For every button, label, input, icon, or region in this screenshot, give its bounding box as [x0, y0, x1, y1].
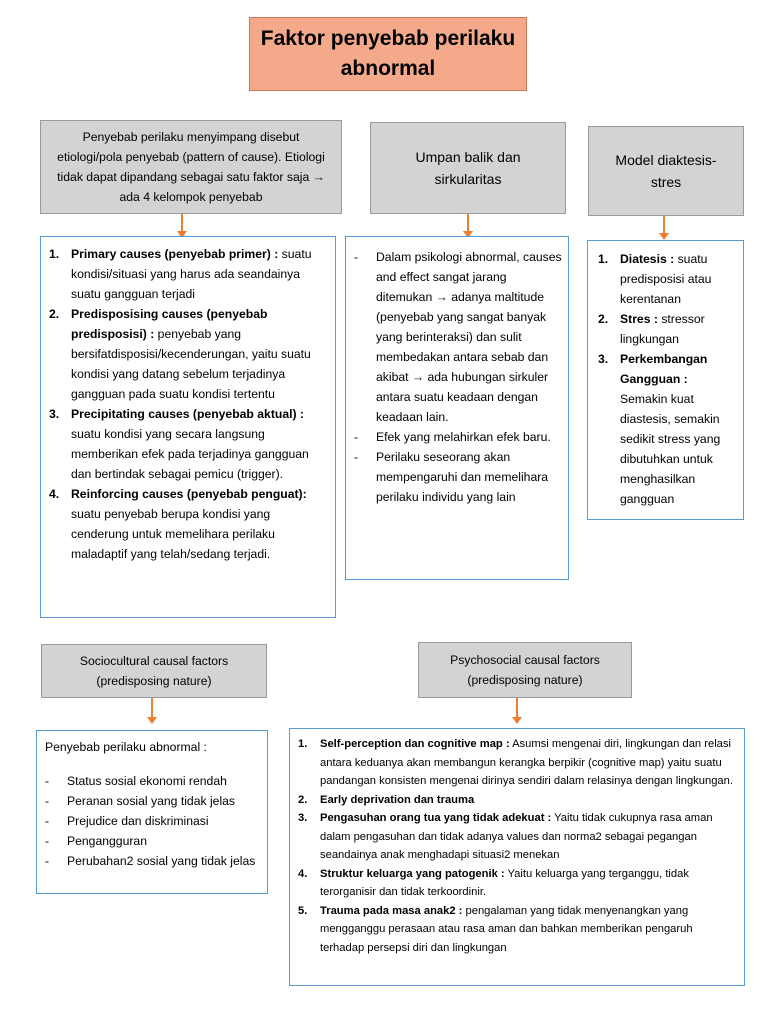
diagram-title: Faktor penyebab perilaku abnormal: [249, 17, 527, 91]
diathesis-header-text: Model diaktesis-stres: [615, 152, 717, 190]
etiology-arrow: [181, 214, 183, 232]
feedback-item: - Efek yang melahirkan efek baru.: [354, 427, 562, 447]
sociocultural-item: - Peranan sosial yang tidak jelas: [45, 791, 259, 811]
diathesis-box: [587, 240, 744, 520]
psychosocial-arrow: [516, 698, 518, 718]
sociocultural-header: [41, 644, 267, 698]
etiology-box: [40, 236, 336, 618]
etiology-item: Primary causes (penyebab primer) : suatu kondisi/situasi yang harus ada seandainya suatu gangguan terjadi: [71, 247, 312, 301]
diathesis-item: Stres : stressor lingkungan: [620, 312, 705, 346]
psychosocial-item: Self-perception dan cognitive map : Asumsi mengenai diri, lingkungan dan relasi antara keduanya akan membangun kerangka berpikir (cognitive map) yaitu suatu pandangan konsisten mengenai dirinya sendiri dalam relasinya dengan lingkungan.: [320, 738, 733, 787]
diathesis-header: [588, 126, 744, 216]
psychosocial-box: [289, 728, 745, 986]
etiology-header: [40, 120, 342, 214]
sociocultural-item: - Perubahan2 sosial yang tidak jelas: [45, 851, 259, 871]
diathesis-item: Diatesis : suatu predisposisi atau kerentanan: [620, 252, 712, 306]
psychosocial-item: Trauma pada masa anak2 : pengalaman yang tidak menyenangkan yang mengganggu perasaan atau rasa aman dan bahkan memberikan pengaruh terhadap persepsi diri dan lingkungan: [320, 904, 693, 954]
sociocultural-box: [36, 730, 268, 894]
sociocultural-item: - Prejudice dan diskriminasi: [45, 811, 259, 831]
psychosocial-item: Pengasuhan orang tua yang tidak adekuat : Yaitu tidak cukupnya rasa aman dalam pengasuhan dan tidak adanya values dan norma2 sebagai pegangan seandainya anak menghadapi situasi2 menekan: [320, 812, 713, 861]
feedback-header-text: Umpan balik dan sirkularitas: [415, 149, 521, 187]
sociocultural-item: - Pengangguran: [45, 831, 259, 851]
sociocultural-intro: Penyebab perilaku abnormal :: [45, 740, 207, 754]
etiology-header-text: Penyebab perilaku menyimpang disebut etiologi/pola penyebab (pattern of cause). Etiologi tidak dapat dipandang sebagai satu faktor saja → ada 4 kelompok penyebab: [57, 130, 325, 204]
feedback-item: - Perilaku seseorang akan mempengaruhi dan memelihara perilaku individu yang lain: [354, 447, 562, 507]
psychosocial-item: Early deprivation dan trauma: [320, 793, 475, 806]
sociocultural-header-text: Sociocultural causal factors (predisposing nature): [79, 654, 229, 688]
diathesis-arrow: [663, 216, 665, 234]
feedback-header: [370, 122, 566, 214]
psychosocial-header-text: Psychosocial causal factors (predisposing nature): [450, 653, 600, 687]
etiology-item: Reinforcing causes (penyebab penguat): suatu penyebab berupa kondisi yang cenderung untuk memelihara perilaku maladaptif yang telah/sedang terjadi.: [71, 487, 307, 561]
sociocultural-item: - Status sosial ekonomi rendah: [45, 771, 259, 791]
sociocultural-arrow: [151, 698, 153, 718]
etiology-item: Predisposising causes (penyebab predisposisi) : penyebab yang bersifatdisposisi/kecenderungan, yaitu suatu kondisi yang datang sebelum terjadinya gangguan pada suatu kondisi tertentu: [71, 307, 311, 401]
psychosocial-header: [418, 642, 632, 698]
feedback-box: [345, 236, 569, 580]
diathesis-item: Perkembangan Gangguan : Semakin kuat diastesis, semakin sedikit stress yang dibutuhkan untuk menghasilkan gangguan: [620, 352, 721, 506]
feedback-arrow: [467, 214, 469, 232]
psychosocial-item: Struktur keluarga yang patogenik : Yaitu keluarga yang terganggu, tidak terorganisir dan tidak terkoordinir.: [320, 867, 689, 898]
feedback-item: - Dalam psikologi abnormal, causes and effect sangat jarang ditemukan → adanya maltitude (penyebab yang sangat banyak yang berinteraksi) dan sulit membedakan antara sebab dan akibat → ada hubungan sirkuler antara suatu keadaan dengan keadaan lain.: [354, 247, 562, 427]
etiology-item: Precipitating causes (penyebab aktual) : suatu kondisi yang secara langsung memberikan efek pada terjadinya gangguan dan bertindak sebagai pemicu (trigger).: [71, 407, 309, 481]
